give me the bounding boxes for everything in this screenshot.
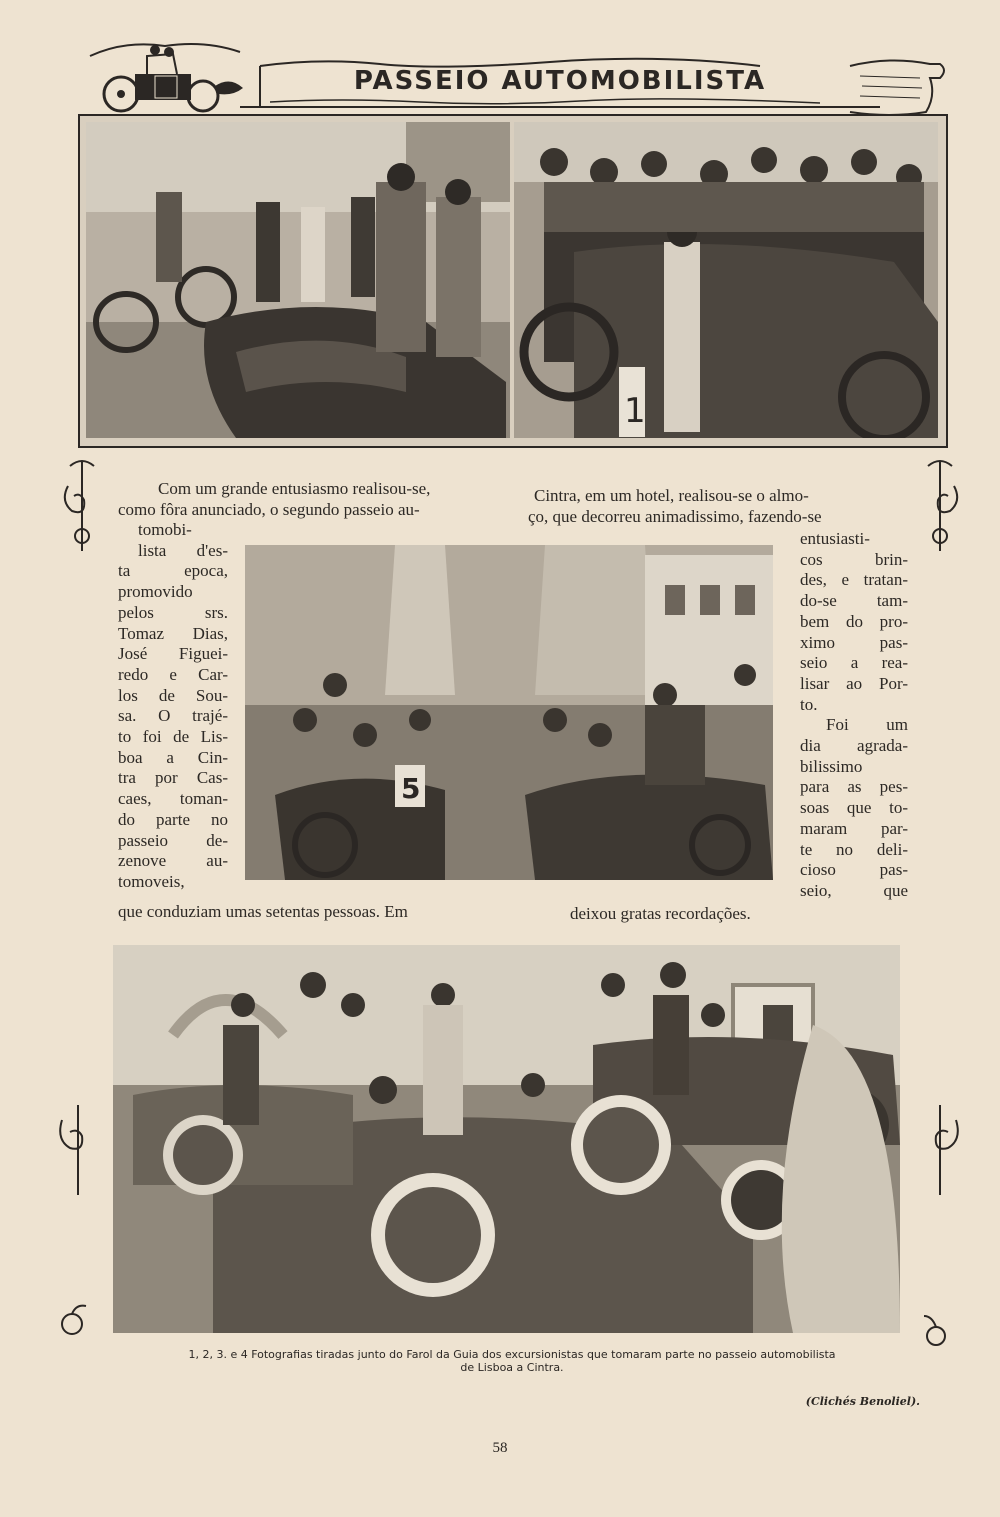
caption-line: 1, 2, 3. e 4 Fotografias tiradas junto do Farol da Guia dos excursionistas que tomaram parte no passeio automobilista [188, 1348, 836, 1361]
article-line: maram par- [800, 818, 908, 838]
photo-2 [514, 122, 938, 438]
article-line: pelos srs. [118, 602, 228, 622]
article-line: seio, que [800, 880, 908, 900]
article-left-column [118, 520, 228, 893]
article-line: to. [800, 694, 818, 714]
article-line: des, e tratan- [800, 570, 908, 590]
article-line: bem do pro- [800, 611, 908, 631]
article-line: tra por Cas- [118, 768, 228, 788]
car-number-2: 1 [624, 391, 646, 431]
scroll-ornament-icon [840, 56, 950, 120]
article-line: como fôra anunciado, o segundo passeio au- [118, 499, 420, 519]
article-line: tomoveis, [118, 871, 185, 891]
left-scroll-ornament-icon [60, 456, 104, 556]
car-vignette-icon [85, 36, 245, 118]
right-lower-ornament-icon [918, 1100, 962, 1200]
article-line: bilissimo [800, 756, 863, 776]
photo-caption [98, 1348, 926, 1374]
article-line: Cintra, em um hotel, realisou-se o almo- [534, 486, 809, 505]
article-line: ximo pas- [800, 632, 908, 652]
article-line: promovido [118, 582, 193, 602]
article-line: Tomaz Dias, [118, 623, 228, 643]
article-line: Com um grande entusiasmo realisou-se, [158, 479, 431, 498]
photo-1 [86, 122, 510, 438]
article-line: passeio de- [118, 830, 228, 850]
article-line: tomobi- [138, 520, 192, 539]
article-line: soas que to- [800, 798, 908, 818]
article-line: do parte no [118, 809, 228, 829]
article-line: to foi de Lis- [118, 727, 228, 747]
article-line: lisar ao Por- [800, 673, 908, 693]
article-line: lista d'es- [138, 540, 228, 560]
car-number-5: 5 [401, 772, 421, 805]
article-line: zenove au- [118, 851, 228, 871]
article-line: Foi um [826, 715, 908, 735]
article-right-bottom: deixou gratas recordações. [570, 904, 751, 923]
photo-3 [245, 545, 773, 880]
left-corner-swirl-icon [56, 1300, 92, 1340]
article-line: para as pes- [800, 777, 908, 797]
article-line: entusiasti- [800, 529, 870, 548]
article-line: cos brin- [800, 549, 908, 569]
article-line: cioso pas- [800, 860, 908, 880]
article-line: dia agrada- [800, 736, 908, 756]
article-line: ta epoca, [118, 561, 228, 581]
article-line: José Figuei- [118, 644, 228, 664]
article-line: te no deli- [800, 839, 908, 859]
page-title: PASSEIO AUTOMOBILISTA [353, 66, 767, 96]
article-line: los de Sou- [118, 685, 228, 705]
article-line: seio a rea- [800, 653, 908, 673]
article-line: ço, que decorreu animadissimo, fazendo-se [528, 506, 822, 526]
right-scroll-ornament-icon [918, 456, 962, 556]
caption-line: de Lisboa a Cintra. [460, 1361, 564, 1374]
article-right-top [528, 486, 908, 527]
article-line: redo e Car- [118, 664, 228, 684]
page-number: 58 [492, 1440, 508, 1456]
photo-4 [113, 945, 900, 1333]
article-line: boa a Cin- [118, 747, 228, 767]
article-line: do-se tam- [800, 591, 908, 611]
article-left-top [118, 479, 498, 520]
photo-credit: (Clichés Benoliel). [805, 1395, 920, 1408]
article-left-bottom: que conduziam umas setentas pessoas. Em [118, 902, 408, 921]
left-lower-ornament-icon [56, 1100, 100, 1200]
article-right-column [800, 529, 908, 902]
right-corner-swirl-icon [922, 1310, 952, 1350]
article-line: sa. O trajé- [118, 706, 228, 726]
article-line: caes, toman- [118, 789, 228, 809]
